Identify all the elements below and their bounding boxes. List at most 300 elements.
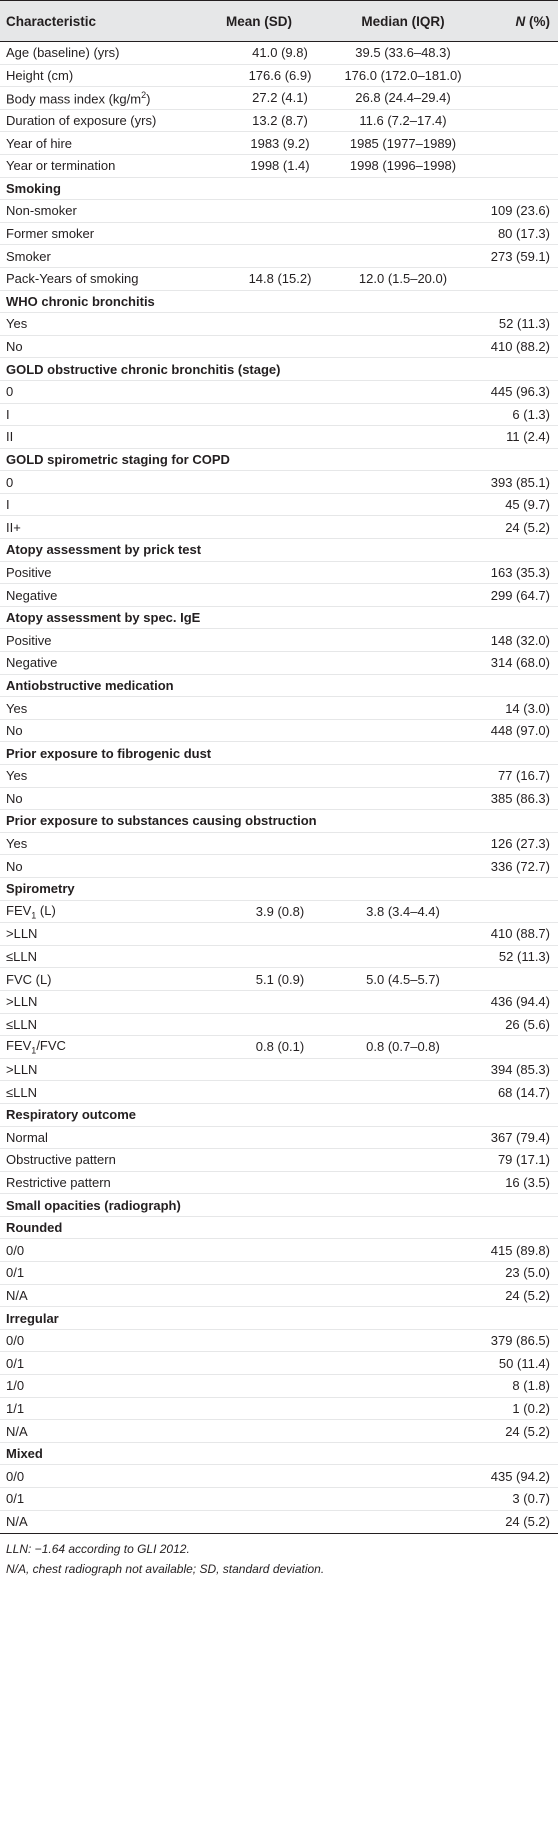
cell-median — [334, 1013, 472, 1036]
cell-mean — [226, 719, 334, 742]
row-label-text: I — [6, 406, 10, 422]
cell-n: 109 (23.6) — [472, 200, 558, 223]
row-label — [0, 719, 226, 742]
table-header — [0, 1, 558, 42]
section-heading — [0, 1194, 558, 1217]
row-label — [0, 1397, 226, 1420]
cell-median — [334, 403, 472, 426]
cell-n: 80 (17.3) — [472, 222, 558, 245]
row-label-text: Age (baseline) (yrs) — [6, 45, 120, 61]
table-row — [0, 968, 558, 991]
row-label-text: Yes — [6, 768, 28, 784]
cell-median — [334, 719, 472, 742]
cell-median — [334, 200, 472, 223]
cell-mean: 14.8 (15.2) — [226, 267, 334, 290]
cell-median: 0.8 (0.7–0.8) — [334, 1036, 472, 1059]
cell-mean — [226, 1375, 334, 1398]
cell-mean — [226, 1510, 334, 1533]
row-label-text: >LLN — [6, 1062, 38, 1078]
cell-n: 45 (9.7) — [472, 493, 558, 516]
cell-median — [334, 380, 472, 403]
cell-median — [334, 1465, 472, 1488]
cell-mean — [226, 832, 334, 855]
section-row — [0, 877, 558, 900]
cell-n: 24 (5.2) — [472, 516, 558, 539]
cell-median — [334, 1397, 472, 1420]
cell-mean — [226, 493, 334, 516]
cell-mean — [226, 1329, 334, 1352]
cell-mean — [226, 561, 334, 584]
table-row — [0, 200, 558, 223]
table-row — [0, 493, 558, 516]
row-label-text: Yes — [6, 316, 28, 332]
cell-mean: 1998 (1.4) — [226, 154, 334, 177]
cell-mean — [226, 697, 334, 720]
row-label — [0, 1013, 226, 1036]
row-label — [0, 945, 226, 968]
row-label — [0, 1058, 226, 1081]
table-row — [0, 1239, 558, 1262]
table-row — [0, 945, 558, 968]
row-label — [0, 855, 226, 878]
row-label — [0, 1036, 226, 1059]
cell-median — [334, 787, 472, 810]
cell-n: 299 (64.7) — [472, 584, 558, 607]
cell-n: 126 (27.3) — [472, 832, 558, 855]
section-row — [0, 177, 558, 200]
cell-mean — [226, 1149, 334, 1172]
row-label — [0, 900, 226, 923]
row-label — [0, 652, 226, 675]
cell-n — [472, 968, 558, 991]
header-n — [472, 1, 558, 42]
cell-median — [334, 990, 472, 1013]
section-row — [0, 606, 558, 629]
row-label-text: GOLD spirometric staging for COPD — [6, 451, 230, 467]
cell-mean — [226, 1352, 334, 1375]
table-row — [0, 1397, 558, 1420]
section-row — [0, 742, 558, 765]
table-row — [0, 1329, 558, 1352]
section-heading — [0, 810, 558, 833]
cell-n: 394 (85.3) — [472, 1058, 558, 1081]
section-heading — [0, 290, 558, 313]
table-row — [0, 1284, 558, 1307]
cell-median — [334, 1329, 472, 1352]
row-label-text: 1/1 — [6, 1400, 25, 1416]
cell-median — [334, 629, 472, 652]
row-label-text: Pack-Years of smoking — [6, 271, 139, 287]
cell-mean — [226, 200, 334, 223]
row-label — [0, 493, 226, 516]
row-label-text: II+ — [6, 519, 21, 535]
cell-mean — [226, 945, 334, 968]
row-label-text: Body mass index (kg/m — [6, 91, 142, 107]
row-label-text: N/A — [6, 1514, 28, 1530]
cell-median — [334, 493, 472, 516]
cell-median — [334, 945, 472, 968]
cell-n: 415 (89.8) — [472, 1239, 558, 1262]
table-row — [0, 1058, 558, 1081]
table-row — [0, 471, 558, 494]
row-label — [0, 1329, 226, 1352]
cell-n: 163 (35.3) — [472, 561, 558, 584]
row-label — [0, 697, 226, 720]
row-label-text: Positive — [6, 564, 52, 580]
section-heading — [0, 674, 558, 697]
cell-median — [334, 1239, 472, 1262]
section-heading — [0, 877, 558, 900]
cell-n: 8 (1.8) — [472, 1375, 558, 1398]
row-label-text: Atopy assessment by prick test — [6, 542, 202, 558]
cell-mean — [226, 1420, 334, 1443]
row-label-text: No — [6, 858, 23, 874]
cell-n — [472, 132, 558, 155]
row-label — [0, 1239, 226, 1262]
row-label — [0, 471, 226, 494]
cell-n: 314 (68.0) — [472, 652, 558, 675]
row-label — [0, 426, 226, 449]
row-label — [0, 132, 226, 155]
row-label-text: 0/1 — [6, 1265, 25, 1281]
cell-mean: 1983 (9.2) — [226, 132, 334, 155]
cell-mean — [226, 1126, 334, 1149]
row-label — [0, 64, 226, 87]
cell-n: 24 (5.2) — [472, 1420, 558, 1443]
row-label-text: Normal — [6, 1129, 48, 1145]
table-row — [0, 132, 558, 155]
cell-median: 26.8 (24.4–29.4) — [334, 87, 472, 110]
row-label-text: 0/0 — [6, 1468, 25, 1484]
cell-mean — [226, 1488, 334, 1511]
row-label — [0, 245, 226, 268]
table-row — [0, 652, 558, 675]
row-label — [0, 629, 226, 652]
cell-median — [334, 652, 472, 675]
cell-mean — [226, 1284, 334, 1307]
cell-median — [334, 516, 472, 539]
cell-mean — [226, 629, 334, 652]
table-row — [0, 1510, 558, 1533]
row-label-text: ≤LLN — [6, 1016, 37, 1032]
section-heading — [0, 1442, 558, 1465]
cell-n: 24 (5.2) — [472, 1510, 558, 1533]
row-label-text: 0/1 — [6, 1491, 25, 1507]
row-label — [0, 923, 226, 946]
row-label-text: No — [6, 339, 23, 355]
cell-n: 6 (1.3) — [472, 403, 558, 426]
cell-median — [334, 426, 472, 449]
table-row — [0, 1126, 558, 1149]
cell-mean — [226, 245, 334, 268]
table-row — [0, 42, 558, 65]
cell-n: 448 (97.0) — [472, 719, 558, 742]
table-row — [0, 1036, 558, 1059]
table-row — [0, 1420, 558, 1443]
table-row — [0, 832, 558, 855]
cell-median: 1998 (1996–1998) — [334, 154, 472, 177]
row-label-text: >LLN — [6, 994, 38, 1010]
row-label — [0, 1284, 226, 1307]
row-label-text: Negative — [6, 655, 58, 671]
table-row — [0, 1465, 558, 1488]
row-label-text: No — [6, 790, 23, 806]
cell-n: 435 (94.2) — [472, 1465, 558, 1488]
cell-n: 393 (85.1) — [472, 471, 558, 494]
table-row — [0, 855, 558, 878]
section-heading — [0, 742, 558, 765]
cell-mean — [226, 652, 334, 675]
row-label — [0, 109, 226, 132]
cell-mean — [226, 765, 334, 788]
cell-mean — [226, 471, 334, 494]
cell-mean — [226, 426, 334, 449]
table-row — [0, 697, 558, 720]
cell-mean: 176.6 (6.9) — [226, 64, 334, 87]
section-heading — [0, 1307, 558, 1330]
row-label — [0, 1465, 226, 1488]
row-label — [0, 561, 226, 584]
row-label-text: FVC (L) — [6, 971, 52, 987]
row-label-text: FEV — [6, 902, 32, 918]
cell-median — [334, 1510, 472, 1533]
section-heading — [0, 448, 558, 471]
table-row — [0, 990, 558, 1013]
cell-median: 1985 (1977–1989) — [334, 132, 472, 155]
section-heading — [0, 358, 558, 381]
cell-n — [472, 42, 558, 65]
cell-median: 3.8 (3.4–4.4) — [334, 900, 472, 923]
cell-n: 52 (11.3) — [472, 945, 558, 968]
table-row — [0, 1081, 558, 1104]
cell-n: 23 (5.0) — [472, 1262, 558, 1285]
cell-median — [334, 1488, 472, 1511]
cell-mean — [226, 990, 334, 1013]
table-footnotes — [0, 1533, 558, 1579]
row-label-text: Year or termination — [6, 158, 116, 174]
cell-median — [334, 765, 472, 788]
row-label — [0, 1510, 226, 1533]
cell-median — [334, 222, 472, 245]
cell-n: 367 (79.4) — [472, 1126, 558, 1149]
table-row — [0, 109, 558, 132]
cell-median — [334, 245, 472, 268]
section-row — [0, 1194, 558, 1217]
row-label — [0, 1352, 226, 1375]
row-label-text: Irregular — [6, 1310, 59, 1326]
cell-mean — [226, 1171, 334, 1194]
row-label-text: Yes — [6, 836, 28, 852]
row-label-text: Spirometry — [6, 881, 75, 897]
cell-n — [472, 87, 558, 110]
row-label-text: Non-smoker — [6, 203, 77, 219]
section-row — [0, 1442, 558, 1465]
section-row — [0, 1216, 558, 1239]
row-label — [0, 832, 226, 855]
table-row — [0, 154, 558, 177]
row-label — [0, 403, 226, 426]
row-label-text: Negative — [6, 587, 58, 603]
cell-median — [334, 1171, 472, 1194]
cell-mean: 13.2 (8.7) — [226, 109, 334, 132]
cell-median — [334, 1420, 472, 1443]
cell-n: 148 (32.0) — [472, 629, 558, 652]
footnote-abbreviations: N/A, chest radiograph not available; SD, standard deviation. — [6, 1561, 325, 1576]
cell-median — [334, 832, 472, 855]
table-row — [0, 923, 558, 946]
row-label-text: WHO chronic bronchitis — [6, 293, 155, 309]
row-label-subscript: 1 — [31, 910, 37, 921]
table-row — [0, 1488, 558, 1511]
row-label — [0, 267, 226, 290]
section-heading — [0, 177, 558, 200]
cell-mean — [226, 1465, 334, 1488]
cell-mean — [226, 516, 334, 539]
cell-n — [472, 64, 558, 87]
footnote-lln: LLN: −1.64 according to GLI 2012. — [6, 1541, 190, 1556]
table-row — [0, 245, 558, 268]
cell-mean — [226, 1013, 334, 1036]
cell-mean — [226, 1081, 334, 1104]
table-row — [0, 629, 558, 652]
row-label — [0, 1149, 226, 1172]
cell-n — [472, 154, 558, 177]
row-label-text: Smoker — [6, 248, 51, 264]
section-row — [0, 539, 558, 562]
row-label — [0, 1171, 226, 1194]
row-label-text: 0/0 — [6, 1333, 25, 1349]
table-row — [0, 1171, 558, 1194]
header-n-prefix: N — [515, 13, 526, 29]
row-label-suffix: /FVC — [36, 1038, 66, 1054]
cell-mean — [226, 923, 334, 946]
cell-n: 445 (96.3) — [472, 380, 558, 403]
header-median: Median (IQR) — [334, 1, 472, 42]
section-row — [0, 674, 558, 697]
section-heading — [0, 1103, 558, 1126]
cell-n — [472, 900, 558, 923]
header-row — [0, 1, 558, 42]
cell-median — [334, 1126, 472, 1149]
row-label-text: Restrictive pattern — [6, 1174, 111, 1190]
row-label — [0, 990, 226, 1013]
cell-n: 336 (72.7) — [472, 855, 558, 878]
table-row — [0, 765, 558, 788]
table-row — [0, 222, 558, 245]
section-heading — [0, 539, 558, 562]
table-row — [0, 403, 558, 426]
cell-n: 273 (59.1) — [472, 245, 558, 268]
cell-n: 16 (3.5) — [472, 1171, 558, 1194]
cell-median — [334, 584, 472, 607]
section-row — [0, 1103, 558, 1126]
cell-n: 385 (86.3) — [472, 787, 558, 810]
cell-mean — [226, 1239, 334, 1262]
table-row — [0, 1149, 558, 1172]
cell-n: 77 (16.7) — [472, 765, 558, 788]
cell-n: 24 (5.2) — [472, 1284, 558, 1307]
row-label-text: No — [6, 723, 23, 739]
row-label — [0, 380, 226, 403]
row-label-text: I — [6, 497, 10, 513]
row-label — [0, 222, 226, 245]
table-row — [0, 900, 558, 923]
row-label-text: >LLN — [6, 926, 38, 942]
row-label-text: 0/1 — [6, 1355, 25, 1371]
row-label-text: Prior exposure to substances causing obstruction — [6, 813, 317, 829]
table-row — [0, 1352, 558, 1375]
cell-mean — [226, 584, 334, 607]
cell-mean — [226, 855, 334, 878]
row-label — [0, 42, 226, 65]
row-label-text: Former smoker — [6, 226, 95, 242]
cell-median — [334, 1058, 472, 1081]
table-row — [0, 719, 558, 742]
cell-mean — [226, 335, 334, 358]
table-row — [0, 64, 558, 87]
header-mean: Mean (SD) — [226, 1, 334, 42]
row-label-text: 0 — [6, 474, 14, 490]
cell-mean: 27.2 (4.1) — [226, 87, 334, 110]
row-label-text: Yes — [6, 700, 28, 716]
section-heading — [0, 1216, 558, 1239]
table-row — [0, 380, 558, 403]
row-label — [0, 516, 226, 539]
section-row — [0, 810, 558, 833]
row-label-text: N/A — [6, 1287, 28, 1303]
cell-median — [334, 1352, 472, 1375]
cell-median: 11.6 (7.2–17.4) — [334, 109, 472, 132]
cell-median — [334, 855, 472, 878]
row-label-text: Positive — [6, 632, 52, 648]
cell-n — [472, 267, 558, 290]
row-label-suffix: (L) — [36, 902, 56, 918]
cell-median: 12.0 (1.5–20.0) — [334, 267, 472, 290]
cell-mean — [226, 1397, 334, 1420]
cell-mean — [226, 222, 334, 245]
row-label-text: Prior exposure to fibrogenic dust — [6, 745, 212, 761]
row-label-text: Small opacities (radiograph) — [6, 1197, 181, 1213]
row-label-superscript: 2 — [141, 89, 147, 100]
cell-median — [334, 1081, 472, 1104]
table-row — [0, 426, 558, 449]
table-row — [0, 313, 558, 336]
row-label-text: 0/0 — [6, 1242, 25, 1258]
cell-median: 39.5 (33.6–48.3) — [355, 45, 451, 61]
cell-mean: 3.9 (0.8) — [226, 900, 334, 923]
section-row — [0, 358, 558, 381]
row-label-suffix: ) — [146, 91, 151, 107]
row-label-text: Duration of exposure (yrs) — [6, 113, 157, 129]
row-label — [0, 787, 226, 810]
cell-mean: 0.8 (0.1) — [226, 1036, 334, 1059]
cell-mean — [226, 787, 334, 810]
table-row — [0, 584, 558, 607]
header-n-suffix: (%) — [525, 13, 550, 29]
row-label — [0, 765, 226, 788]
row-label — [0, 1375, 226, 1398]
row-label-text: FEV — [6, 1038, 32, 1054]
section-heading — [0, 606, 558, 629]
cell-n: 68 (14.7) — [472, 1081, 558, 1104]
table-row — [0, 1013, 558, 1036]
row-label — [0, 584, 226, 607]
cell-n: 79 (17.1) — [472, 1149, 558, 1172]
row-label-text: 0 — [6, 384, 14, 400]
row-label — [0, 1262, 226, 1285]
cell-n: 11 (2.4) — [472, 426, 558, 449]
cell-mean: 5.1 (0.9) — [226, 968, 334, 991]
